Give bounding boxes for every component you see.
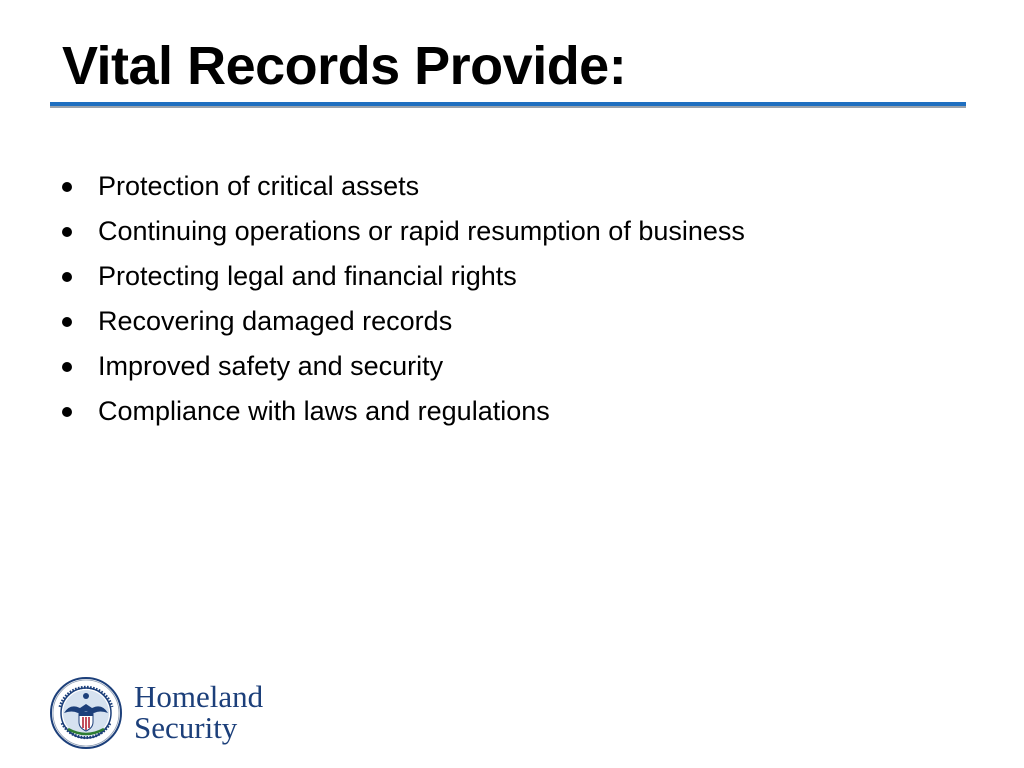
logo-wordmark <box>134 681 263 743</box>
bullet-text: Protecting legal and financial rights <box>98 261 517 291</box>
bullet-item <box>60 164 745 209</box>
slide-title: Vital Records Provide: <box>62 36 627 96</box>
bullet-dot-icon <box>62 317 72 327</box>
bullet-text: Improved safety and security <box>98 351 444 381</box>
homeland-security-logo <box>50 677 310 751</box>
bullet-item <box>60 254 745 299</box>
bullet-dot-icon <box>62 407 72 417</box>
bullet-item <box>60 389 745 434</box>
logo-line-security: Security <box>134 710 238 745</box>
bullet-list <box>60 164 745 434</box>
bullet-text: Continuing operations or rapid resumption of business <box>98 216 745 246</box>
bullet-dot-icon <box>62 362 72 372</box>
bullet-item <box>60 209 745 254</box>
bullet-item <box>60 299 745 344</box>
bullet-dot-icon <box>62 272 72 282</box>
title-underline <box>50 102 966 106</box>
bullet-text: Compliance with laws and regulations <box>98 396 550 426</box>
dhs-seal-icon <box>50 677 122 749</box>
bullet-text: Recovering damaged records <box>98 306 453 336</box>
logo-line-homeland: Homeland <box>134 679 264 714</box>
bullet-item <box>60 344 745 389</box>
bullet-dot-icon <box>62 227 72 237</box>
bullet-text: Protection of critical assets <box>98 171 420 201</box>
bullet-dot-icon <box>62 182 72 192</box>
